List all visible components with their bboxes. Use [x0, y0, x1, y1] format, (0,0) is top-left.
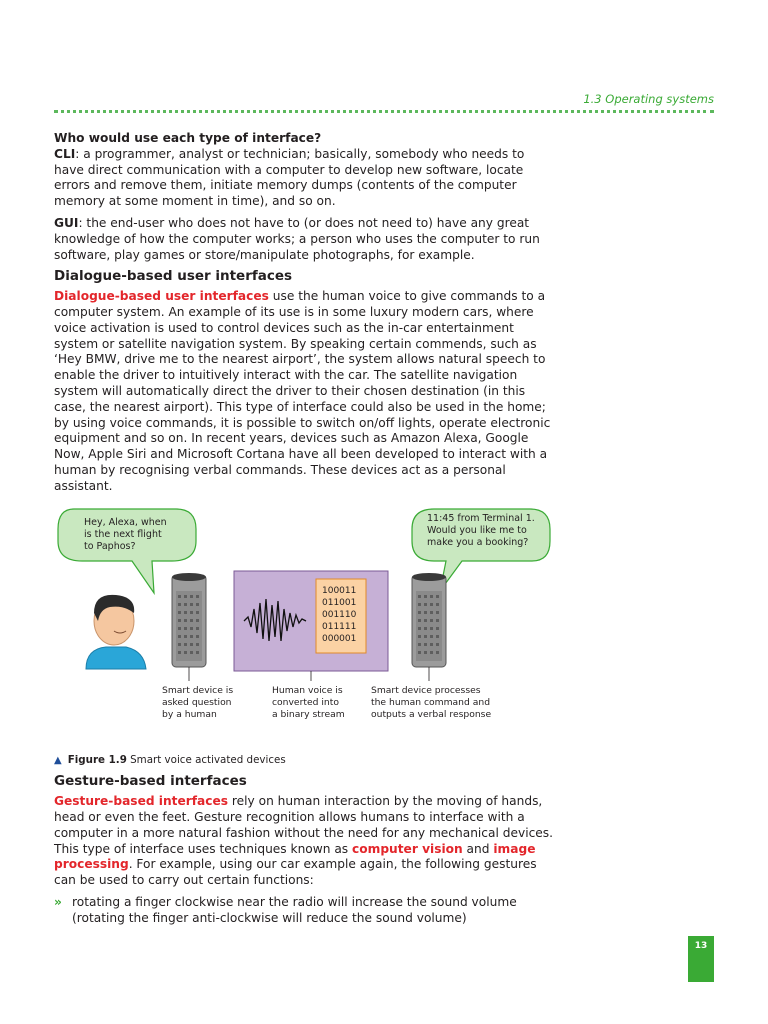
cli-gui-intro: [54, 131, 554, 210]
gesture-term: Gesture-based interfaces: [54, 794, 229, 809]
smart-speaker-right: [412, 573, 446, 667]
bubble-left-line-3: to Paphos?: [84, 540, 136, 552]
label-right-3: outputs a verbal response: [371, 708, 492, 720]
binary-line-2: 011001: [322, 597, 357, 608]
label-mid-3: a binary stream: [272, 708, 345, 720]
binary-line-3: 001110: [322, 609, 357, 620]
label-right-2: the human command and: [371, 696, 491, 708]
and-text: and: [462, 841, 494, 856]
binary-line-1: 100011: [322, 585, 357, 596]
main-content: [54, 131, 554, 927]
gui-text: : the end-user who does not have to (or does not need to) have any great knowledge of how the computer works; a person who uses the computer to run software, play games or store/manipulate photographs, for example.: [54, 215, 540, 262]
figure-caption: [54, 753, 554, 769]
smart-speaker-left: [172, 573, 206, 667]
bubble-left-line-2: is the next flight: [84, 528, 162, 540]
dialogue-paragraph: [54, 289, 554, 494]
gesture-text-2: . For example, using our car example again, the following gestures can be used to carry out certain functions:: [54, 857, 537, 888]
page-number: 13: [694, 941, 708, 951]
cli-label: CLI: [54, 146, 76, 161]
list-item: [54, 895, 554, 927]
label-right-1: Smart device processes: [371, 684, 481, 696]
image-processing-term: image processing: [54, 841, 536, 872]
page-number-tab: [688, 936, 714, 982]
running-header: [54, 90, 714, 120]
label-left-1: Smart device is: [162, 684, 234, 696]
dotted-rule: [54, 110, 714, 113]
label-left-3: by a human: [162, 708, 217, 720]
question-heading: Who would use each type of interface?: [54, 131, 322, 145]
gui-label: GUI: [54, 215, 79, 230]
person-illustration: [86, 594, 146, 668]
label-mid-1: Human voice is: [272, 684, 343, 696]
dialogue-term: Dialogue-based user interfaces: [54, 289, 269, 304]
dialogue-text: use the human voice to give commands to a computer system. An example of its use is in some luxury modern cars, where voice activation is used to control devices such as the in-car entertainment system or satellite navigation system. By speaking certain commends, such as ‘Hey BMW, drive me to the nearest airport’, the system allows natural speech to enable the driver to intuitively interact with the car. The satellite navigation system will automatically direct the driver to their chosen destination (in this case, the nearest airport). This type of interface could also be used in the home; by using voice commands, it is possible to switch on/off lights, operate electronic equipment and so on. In recent years, devices such as Amazon Alexa, Google Now, Apple Siri and Microsoft Cortana have all been developed to interact with a human by recognising verbal commands. These devices act as a personal assistant.: [54, 289, 551, 493]
bullet-text: rotating a finger clockwise near the radio will increase the sound volume (rotating the finger anti-clockwise will reduce the sound volume): [72, 894, 517, 925]
bubble-right-line-3: make you a booking?: [427, 536, 529, 548]
gesture-bullet-list: [54, 895, 554, 927]
dialogue-heading: Dialogue-based user interfaces: [54, 268, 293, 285]
computer-vision-term: computer vision: [352, 841, 463, 856]
binary-line-5: 000001: [322, 633, 357, 644]
caption-text: Smart voice activated devices: [126, 753, 286, 766]
gesture-heading: Gesture-based interfaces: [54, 773, 247, 790]
voice-to-binary-box: [234, 571, 388, 671]
binary-line-4: 011111: [322, 621, 357, 632]
gui-paragraph: [54, 216, 554, 263]
bubble-right-line-2: Would you like me to: [427, 524, 527, 536]
label-left-2: asked question: [162, 696, 232, 708]
caption-label: Figure 1.9: [67, 753, 127, 766]
section-title: 1.3 Operating systems: [583, 92, 714, 106]
cli-text: : a programmer, analyst or technician; basically, somebody who needs to have direct communication with a computer to develop new software, locate errors and remove them, initiate memory dumps (contents of the computer memory at some moment in time), and so on.: [54, 146, 525, 209]
bubble-left-line-1: Hey, Alexa, when: [84, 516, 167, 528]
figure-voice-devices: [54, 501, 554, 749]
figure-illustration: [54, 501, 554, 749]
label-mid-2: converted into: [272, 696, 339, 708]
gesture-paragraph: [54, 794, 554, 889]
double-chevron-right-icon: »: [54, 894, 62, 909]
gesture-text-1: rely on human interaction by the moving of hands, head or even the feet. Gesture recognition allows humans to interface with a computer in a more natural fashion without the need for any mechanical devices. This type of interface uses techniques known as: [54, 794, 553, 856]
bubble-right-line-1: 11:45 from Terminal 1.: [427, 512, 535, 524]
triangle-up-icon: ▲: [54, 754, 62, 766]
